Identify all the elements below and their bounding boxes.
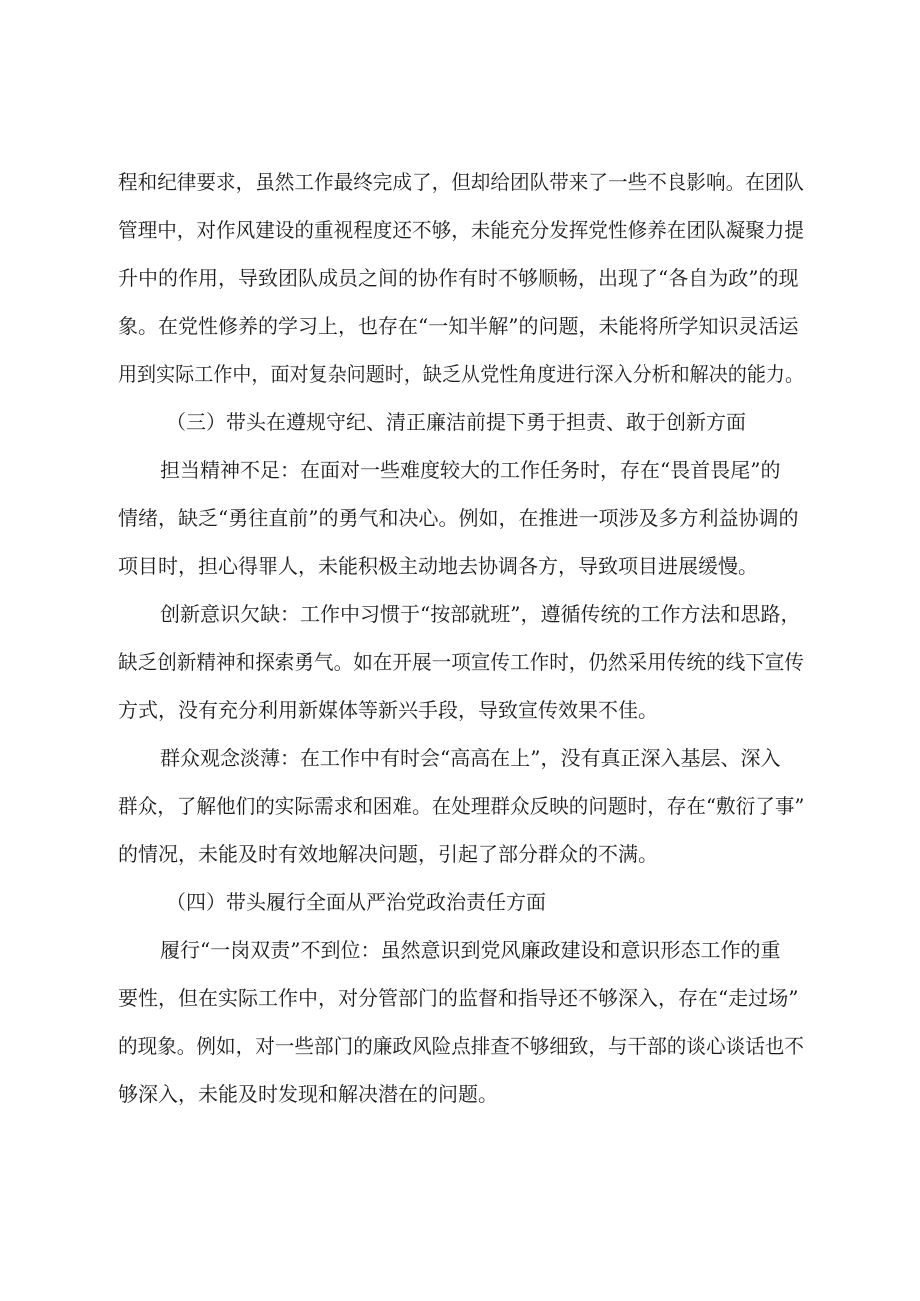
text-line: 方式，没有充分利用新媒体等新兴手段，导致宣传效果不佳。 <box>118 698 658 722</box>
text-line: 的情况，未能及时有效地解决问题，引起了部分群众的不满。 <box>118 842 658 866</box>
text-line: 的现象。例如，对一些部门的廉政风险点排查不够细致，与干部的谈心谈话也不 <box>118 1034 804 1058</box>
text-line: 项目时，担心得罪人，未能积极主动地去协调各方，导致项目进展缓慢。 <box>118 554 758 578</box>
text-line: 够深入，未能及时发现和解决潜在的问题。 <box>118 1082 498 1106</box>
text-line: 群众，了解他们的实际需求和困难。在处理群众反映的问题时，存在“敷衍了事” <box>118 794 805 818</box>
text-line: 管理中，对作风建设的重视程度还不够，未能充分发挥党性修养在团队凝聚力提 <box>118 218 804 242</box>
text-line: 履行“一岗双责”不到位：虽然意识到党风廉政建设和意识形态工作的重 <box>160 938 781 962</box>
text-line: 情绪，缺乏“勇往直前”的勇气和决心。例如，在推进一项涉及多方利益协调的 <box>118 506 799 530</box>
text-line: 创新意识欠缺：工作中习惯于“按部就班”，遵循传统的工作方法和思路， <box>160 602 801 626</box>
text-line: 担当精神不足：在面对一些难度较大的工作任务时，存在“畏首畏尾”的 <box>160 458 781 482</box>
section-heading: （三）带头在遵规守纪、清正廉洁前提下勇于担责、敢于创新方面 <box>166 410 746 434</box>
text-line: 程和纪律要求，虽然工作最终完成了，但却给团队带来了一些不良影响。在团队 <box>118 170 804 194</box>
text-line: 用到实际工作中，面对复杂问题时，缺乏从党性角度进行深入分析和解决的能力。 <box>118 362 805 386</box>
text-line: 缺乏创新精神和探索勇气。如在开展一项宣传工作时，仍然采用传统的线下宣传 <box>118 650 804 674</box>
text-line: 升中的作用，导致团队成员之间的协作有时不够顺畅，出现了“各自为政”的现 <box>118 266 799 290</box>
text-line: 群众观念淡薄：在工作中有时会“高高在上”，没有真正深入基层、深入 <box>160 746 781 770</box>
text-line: 象。在党性修养的学习上，也存在“一知半解”的问题，未能将所学知识灵活运 <box>118 314 799 338</box>
section-heading: （四）带头履行全面从严治党政治责任方面 <box>166 890 546 914</box>
text-line: 要性，但在实际工作中，对分管部门的监督和指导还不够深入，存在“走过场” <box>118 986 799 1010</box>
